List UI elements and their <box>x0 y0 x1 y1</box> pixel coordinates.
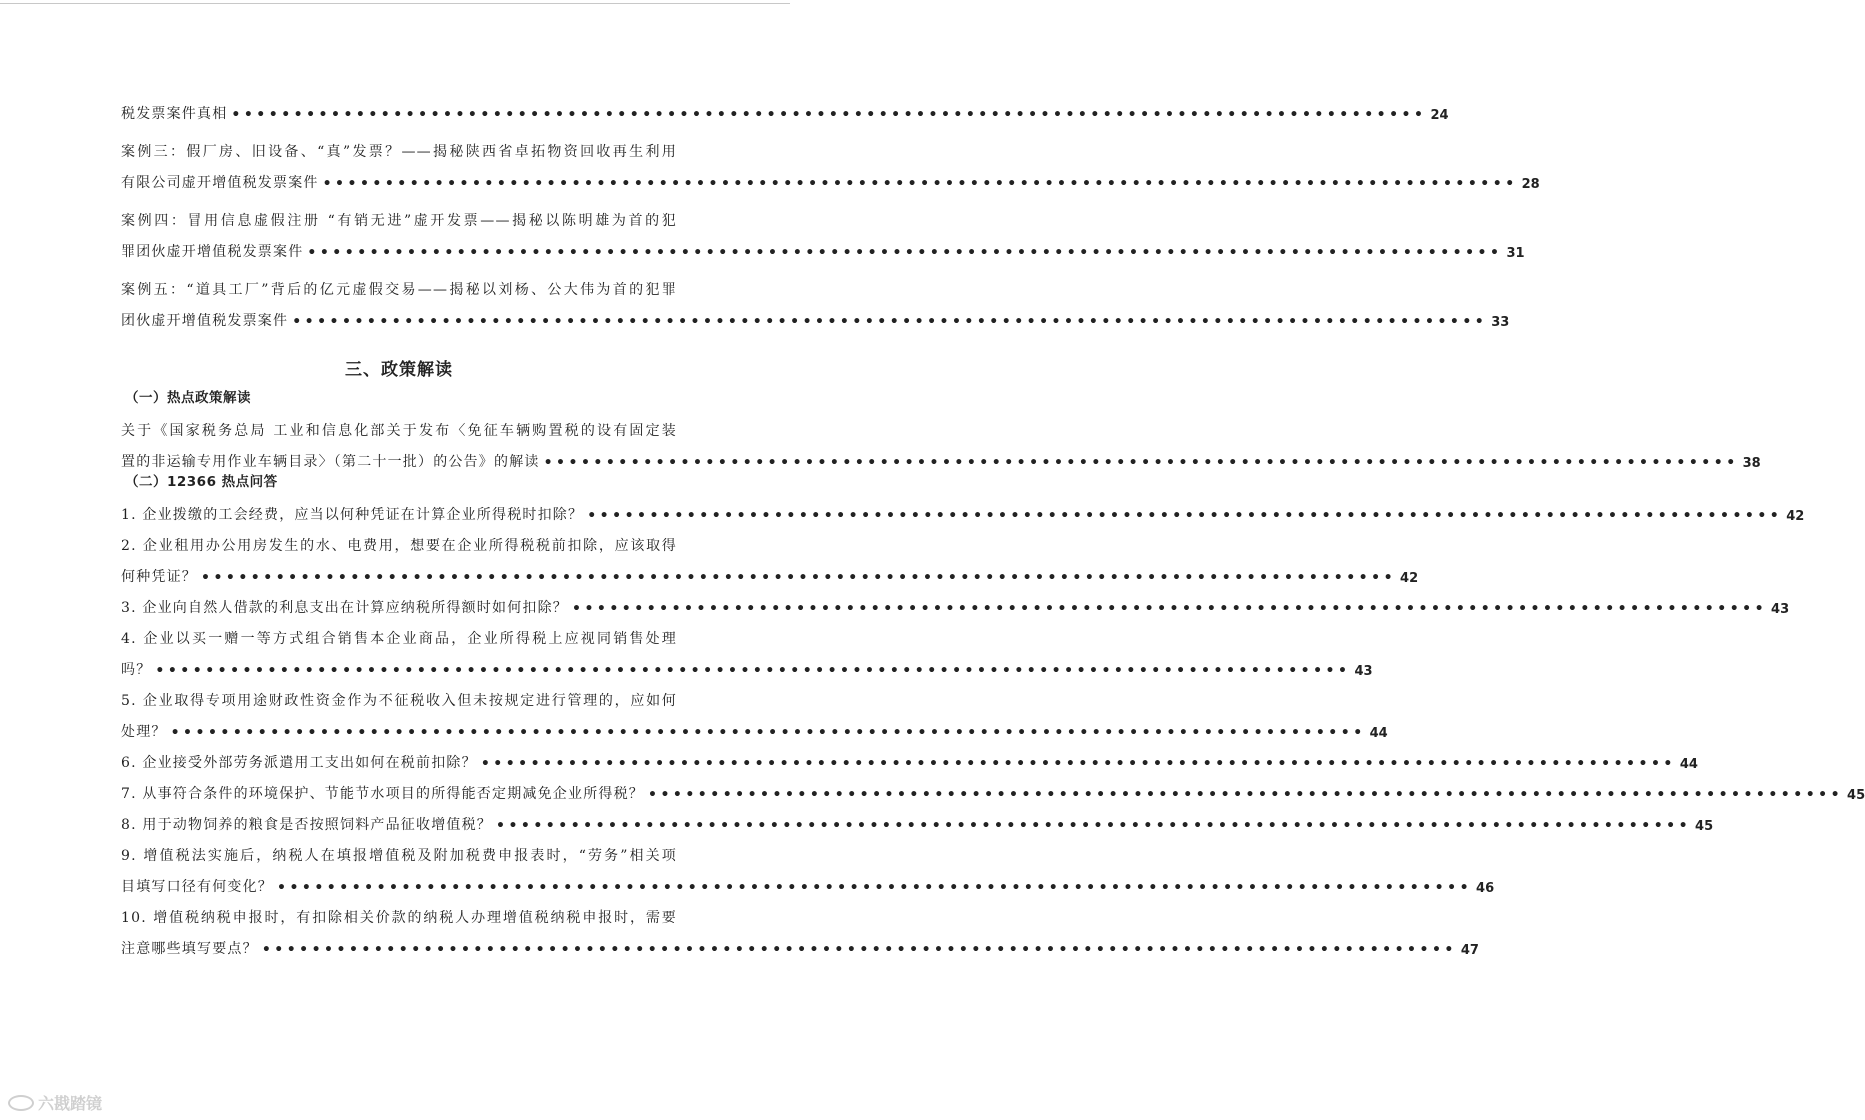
toc-qa-entries <box>121 493 1865 958</box>
toc-entry-line <box>121 741 1698 772</box>
watermark-logo-icon <box>8 1095 34 1111</box>
toc-page <box>121 92 1865 958</box>
toc-entry-line <box>121 772 1865 803</box>
toc-entry <box>121 199 1525 268</box>
toc-entry <box>121 268 1510 330</box>
toc-entry <box>121 586 1790 617</box>
toc-entry-text: 3. 企业向自然人借款的利息支出在计算应纳税所得额时如何扣除？ <box>121 600 569 616</box>
toc-entry-line <box>121 299 1510 330</box>
toc-entry-text: 7. 从事符合条件的环境保护、节能节水项目的所得能否定期减免企业所得税？ <box>121 786 645 802</box>
toc-entry-line <box>121 803 1714 834</box>
page-number: 24 <box>1430 108 1449 123</box>
toc-entry <box>121 493 1805 524</box>
toc-entry-line <box>121 130 677 161</box>
toc-entry-text: 吗？ <box>121 662 152 678</box>
toc-entry-line <box>121 92 1449 123</box>
page-number: 42 <box>1786 509 1805 524</box>
toc-entry <box>121 896 1479 958</box>
entry-spacer <box>121 192 677 199</box>
toc-entry-text: 有限公司虚开增值税发票案件 <box>121 175 319 191</box>
page-number: 28 <box>1521 177 1540 192</box>
toc-entry-line <box>121 834 677 865</box>
toc-entry <box>121 679 1388 741</box>
entry-spacer <box>121 261 677 268</box>
dot-leader: •••••••••••••••••••••••••••••••••••••••••••••••••••••••••••••••••••••••••••••••••••••••••••••••• <box>170 725 1366 741</box>
toc-entry-text: 置的非运输专用作业车辆目录〉（第二十一批）的公告》的解读 <box>121 454 540 470</box>
toc-entry-line <box>121 440 1761 471</box>
section-title: 三、政策解读 <box>345 360 453 380</box>
dot-leader: •••••••••••••••••••••••••••••••••••••••••••••••••••••••••••••••••••••••••••••••••••••••••••••••• <box>543 455 1739 471</box>
toc-entry-line <box>121 493 1805 524</box>
toc-entry <box>121 772 1865 803</box>
toc-entry-text: 4. 企业以买一赠一等方式组合销售本企业商品，企业所得税上应视同销售处理 <box>121 631 677 647</box>
toc-entry-text: 何种凭证？ <box>121 569 197 585</box>
dot-leader: •••••••••••••••••••••••••••••••••••••••••••••••••••••••••••••••••••••••••••••••••••••••••••••••• <box>572 601 1768 617</box>
subsection-heading-12366-qa: （二）12366 热点问答 <box>125 474 278 490</box>
toc-entry-text: 注意哪些填写要点？ <box>121 941 258 957</box>
toc-entry-text: 税发票案件真相 <box>121 106 228 122</box>
toc-entry-line <box>121 586 1790 617</box>
dot-leader: •••••••••••••••••••••••••••••••••••••••••••••••••••••••••••••••••••••••••••••••••••••••••••••••• <box>480 756 1676 772</box>
toc-entry <box>121 803 1714 834</box>
page-number: 31 <box>1506 246 1525 261</box>
dot-leader: •••••••••••••••••••••••••••••••••••••••••••••••••••••••••••••••••••••••••••••••••••••••••••••••• <box>292 314 1488 330</box>
toc-entry-line <box>121 230 1525 261</box>
subsection-heading-hot-policy: （一）热点政策解读 <box>125 390 251 406</box>
toc-entry <box>121 617 1373 679</box>
toc-entry-line <box>121 524 677 555</box>
dot-leader: •••••••••••••••••••••••••••••••••••••••••••••••••••••••••••••••••••••••••••••••••••••••••••••••• <box>201 570 1397 586</box>
toc-entry-text: 9. 增值税法实施后，纳税人在填报增值税及附加税费申报表时，“劳务”相关项 <box>121 848 677 864</box>
toc-entry-text: 团伙虚开增值税发票案件 <box>121 313 289 329</box>
page-number: 43 <box>1771 602 1790 617</box>
toc-policy-entries <box>121 409 1761 471</box>
toc-entry-text: 关于《国家税务总局 工业和信息化部关于发布〈免征车辆购置税的设有固定装 <box>121 423 677 439</box>
watermark-text: 六戡踏镜 <box>38 1094 103 1113</box>
toc-entry-text: 案例三：假厂房、旧设备、“真”发票？——揭秘陕西省卓拓物资回收再生利用 <box>121 144 677 160</box>
dot-leader: •••••••••••••••••••••••••••••••••••••••••••••••••••••••••••••••••••••••••••••••••••••••••••••••• <box>261 942 1457 958</box>
page-number: 44 <box>1679 757 1698 772</box>
watermark <box>8 1091 102 1114</box>
toc-entry-text: 案例五：“道具工厂”背后的亿元虚假交易——揭秘以刘杨、公大伟为首的犯罪 <box>121 282 677 298</box>
dot-leader: •••••••••••••••••••••••••••••••••••••••••••••••••••••••••••••••••••••••••••••••••••••••••••••••• <box>496 818 1692 834</box>
dot-leader: •••••••••••••••••••••••••••••••••••••••••••••••••••••••••••••••••••••••••••••••••••••••••••••••• <box>231 107 1427 123</box>
dot-leader: •••••••••••••••••••••••••••••••••••••••••••••••••••••••••••••••••••••••••••••••••••••••••••••••• <box>648 787 1844 803</box>
page-number: 38 <box>1742 456 1761 471</box>
toc-entry-text: 1. 企业拨缴的工会经费，应当以何种凭证在计算企业所得税时扣除？ <box>121 507 584 523</box>
toc-entry <box>121 92 1449 130</box>
toc-entry <box>121 741 1698 772</box>
page-number: 47 <box>1460 943 1479 958</box>
toc-entry-line <box>121 927 1479 958</box>
toc-entry <box>121 524 1419 586</box>
dot-leader: •••••••••••••••••••••••••••••••••••••••••••••••••••••••••••••••••••••••••••••••••••••••••••••••• <box>587 508 1783 524</box>
toc-entry-text: 目填写口径有何变化？ <box>121 879 273 895</box>
toc-entry-text: 处理？ <box>121 724 167 740</box>
toc-entry-line <box>121 679 677 710</box>
page-number: 43 <box>1354 664 1373 679</box>
toc-entry-text: 10. 增值税纳税申报时，有扣除相关价款的纳税人办理增值税纳税申报时，需要 <box>121 910 677 926</box>
toc-entry <box>121 409 1761 471</box>
toc-entry-text: 案例四：冒用信息虚假注册 “有销无进”虚开发票——揭秘以陈明雄为首的犯 <box>121 213 677 229</box>
toc-entry <box>121 834 1495 896</box>
toc-entry-text: 罪团伙虚开增值税发票案件 <box>121 244 304 260</box>
entry-spacer <box>121 123 677 130</box>
toc-entry-line <box>121 199 677 230</box>
toc-entry-text: 6. 企业接受外部劳务派遣用工支出如何在税前扣除？ <box>121 755 477 771</box>
toc-entry-line <box>121 710 1388 741</box>
page-top-border <box>0 3 790 4</box>
page-number: 45 <box>1847 788 1865 803</box>
toc-entry-line <box>121 161 1540 192</box>
toc-entry-line <box>121 268 677 299</box>
toc-entry-line <box>121 648 1373 679</box>
toc-case-entries <box>121 92 1540 330</box>
page-number: 46 <box>1476 881 1495 896</box>
dot-leader: •••••••••••••••••••••••••••••••••••••••••••••••••••••••••••••••••••••••••••••••••••••••••••••••• <box>307 245 1503 261</box>
toc-entry-line <box>121 865 1495 896</box>
toc-entry-line <box>121 617 677 648</box>
page-number: 44 <box>1369 726 1388 741</box>
toc-entry-text: 2. 企业租用办公用房发生的水、电费用，想要在企业所得税税前扣除，应该取得 <box>121 538 677 554</box>
toc-entry-text: 8. 用于动物饲养的粮食是否按照饲料产品征收增值税？ <box>121 817 493 833</box>
toc-entry <box>121 130 1540 199</box>
dot-leader: •••••••••••••••••••••••••••••••••••••••••••••••••••••••••••••••••••••••••••••••••••••••••••••••• <box>155 663 1351 679</box>
toc-entry-line <box>121 896 677 927</box>
page-number: 45 <box>1695 819 1714 834</box>
page-number: 33 <box>1491 315 1510 330</box>
dot-leader: •••••••••••••••••••••••••••••••••••••••••••••••••••••••••••••••••••••••••••••••••••••••••••••••• <box>277 880 1473 896</box>
page-number: 42 <box>1400 571 1419 586</box>
toc-entry-text: 5. 企业取得专项用途财政性资金作为不征税收入但未按规定进行管理的，应如何 <box>121 693 677 709</box>
toc-entry-line <box>121 409 677 440</box>
toc-entry-line <box>121 555 1419 586</box>
dot-leader: •••••••••••••••••••••••••••••••••••••••••••••••••••••••••••••••••••••••••••••••••••••••••••••••• <box>322 176 1518 192</box>
